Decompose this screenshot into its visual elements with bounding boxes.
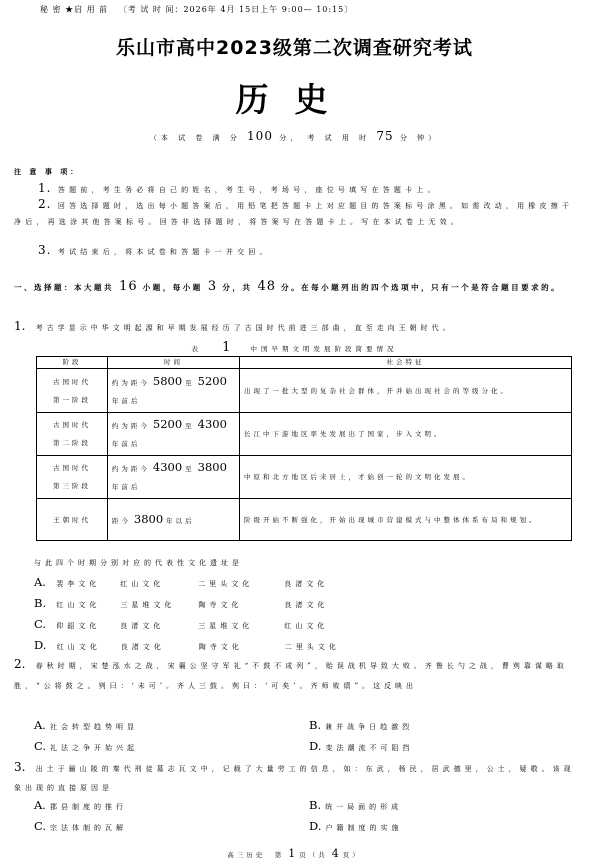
- full-score: 100: [247, 129, 273, 143]
- stage-text: 古国时代: [52, 421, 91, 429]
- option-d[interactable]: [309, 737, 574, 758]
- table-row: [37, 369, 572, 413]
- option-d[interactable]: [309, 817, 574, 838]
- time-text: 约为距今: [111, 465, 150, 473]
- points-each: 3: [207, 279, 218, 294]
- note-text: 答题前，考生务必将自己的姓名，考生号，考场号，座位号填写在答题卡上。: [57, 186, 439, 194]
- time-cell: [107, 456, 239, 499]
- option-item: 红山文化: [56, 601, 101, 609]
- exam-time-header: [40, 4, 353, 15]
- question-2-options: [34, 716, 574, 758]
- option-item: 良渚文化: [120, 622, 165, 630]
- time-text: 年前后: [111, 396, 141, 405]
- section-text: 分，共: [222, 283, 253, 292]
- option-item: 三星堆文化: [198, 622, 254, 630]
- question-number: 3.: [14, 760, 26, 774]
- time-text: 年以后: [166, 516, 195, 525]
- question-3-stem: [14, 758, 580, 798]
- footer-text: 高三历史 第: [227, 851, 285, 859]
- stage-cell: [37, 499, 108, 541]
- option-item: 红山文化: [284, 622, 329, 630]
- exam-time: 〔考 试 时 间：2026年 4月 15日上午 9:00— 10:15〕: [118, 5, 354, 14]
- option-item: 红山文化: [56, 643, 101, 651]
- caption-text: 中国早期文明发展阶段简要情况: [250, 345, 398, 353]
- note-item: [14, 196, 576, 230]
- exam-duration: 75: [376, 129, 394, 143]
- option-b[interactable]: [309, 716, 574, 737]
- section-text: 小题，每小题: [142, 283, 203, 292]
- question-2-stem: [14, 654, 580, 696]
- feature-cell: 中原和北方地区后来居上，才始创一轮的文明化发展。: [240, 456, 572, 499]
- option-text: 宗法体制的瓦解: [50, 824, 128, 832]
- time-text: 至: [185, 378, 195, 387]
- time-cell: [107, 369, 239, 413]
- option-letter: A.: [34, 798, 46, 812]
- score-note: [0, 129, 589, 143]
- subject-title: 历史: [235, 80, 354, 119]
- year-value: 4300: [152, 460, 183, 474]
- question-number: 1.: [14, 319, 26, 333]
- note-number: 3.: [38, 243, 52, 257]
- option-c[interactable]: [34, 737, 309, 758]
- time-text: 年前后: [111, 483, 141, 491]
- question-text: 出土于骊山陵的秦代刑徒墓志瓦文中，记载了大量劳工的信息，如：东武，杨民，居武德里，公士，疑敬。该现象出现的直接原因是: [14, 765, 575, 792]
- option-letter: A.: [34, 718, 46, 732]
- option-c[interactable]: [34, 817, 309, 838]
- option-letter: D.: [34, 638, 47, 652]
- notes-title: 注 意 事 项：: [14, 168, 81, 176]
- year-value: 5800: [152, 373, 183, 388]
- year-value: 5200: [152, 417, 183, 431]
- score-note-post: 分 钟）: [399, 134, 440, 142]
- option-letter: C.: [34, 739, 47, 753]
- table-row: [37, 413, 572, 456]
- option-b[interactable]: [34, 594, 574, 615]
- question-number: 2.: [14, 657, 26, 671]
- option-letter: B.: [309, 718, 322, 732]
- question-1-options: [34, 573, 574, 657]
- note-text: 考试结束后，将本试卷和答题卡一并交回。: [57, 248, 271, 256]
- footer-text: 页）: [342, 851, 362, 859]
- option-letter: B.: [309, 798, 322, 812]
- column-header: 时间: [107, 357, 239, 369]
- option-item: 二里头文化: [198, 580, 254, 588]
- year-value: 4300: [197, 417, 227, 431]
- question-1-stem: [14, 317, 580, 338]
- time-text: 距今: [111, 516, 131, 525]
- time-text: 至: [185, 422, 195, 430]
- time-cell: [107, 499, 239, 541]
- option-item: 良渚文化: [284, 580, 329, 588]
- stage-cell: [37, 456, 108, 499]
- option-letter: C.: [34, 617, 47, 631]
- question-text: 春秋时期，宋楚泓水之战，宋襄公坚守军礼“不鼓不成列”，贻误战机导致大败。齐鲁长勺之战，曹刿靠谋略取胜，“公将鼓之。刿曰：‘未可’。齐人三鼓。刿曰：‘可矣’。齐师败绩”。这反映出: [14, 662, 568, 690]
- option-text: 社会转型趋势明显: [49, 723, 138, 731]
- option-letter: C.: [34, 819, 47, 833]
- section-text: 一、选择题：本大题共: [14, 283, 114, 292]
- option-a[interactable]: [34, 716, 309, 737]
- table-header-row: [37, 357, 572, 369]
- table-caption: [0, 340, 589, 355]
- page-number: 1: [288, 847, 296, 860]
- option-text: 统一局面的形成: [325, 803, 403, 811]
- points-total: 48: [257, 279, 276, 294]
- stage-cell: [37, 369, 108, 413]
- note-number: 2.: [38, 197, 52, 211]
- score-note-pre: （本 试 卷 满 分: [149, 134, 241, 142]
- option-text: 郡县制度的推行: [49, 803, 127, 811]
- note-text: 回答选择题时，选出每小题答案后，用铅笔把答题卡上对应题目的答案标号涂黑。如需改动，用橡皮擦干净后，再选涂其他答案标号。回答非选择题时，将答案写在答题卡上。写在本试卷上无效。: [14, 202, 574, 226]
- year-value: 3800: [133, 511, 164, 526]
- option-item: 红山文化: [120, 580, 165, 588]
- stage-text: 古国时代: [52, 377, 91, 386]
- column-header: 社会特征: [240, 357, 572, 369]
- civilization-table: [36, 356, 572, 541]
- section-heading: [14, 276, 579, 298]
- score-note-mid: 分， 考 试 用 时: [279, 134, 371, 142]
- option-item: 良渚文化: [284, 601, 329, 609]
- option-b[interactable]: [309, 796, 574, 817]
- table-row: [37, 456, 572, 499]
- time-text: 年前后: [111, 440, 141, 448]
- feature-cell: 长江中下游地区率先发展出了国家，步入文明。: [240, 413, 572, 456]
- page-total: 4: [331, 847, 339, 860]
- option-a[interactable]: [34, 573, 574, 594]
- caption-label: 表: [191, 345, 203, 353]
- stage-cell: [37, 413, 108, 456]
- stage-text: 王朝时代: [52, 515, 91, 524]
- option-item: 二里头文化: [284, 643, 340, 651]
- option-letter: D.: [309, 739, 322, 753]
- option-c[interactable]: [34, 615, 574, 636]
- note-number: 1.: [38, 181, 52, 195]
- option-item: 三星堆文化: [120, 601, 176, 609]
- table-row: [37, 499, 572, 541]
- question-3-options: [34, 796, 574, 838]
- option-text: 兼并战争日趋激烈: [325, 723, 414, 731]
- question-text: 考古学显示中华文明起源和早期发展经历了古国时代前进三部曲，直至走向王朝时代。: [35, 324, 454, 332]
- option-item: 陶寺文化: [198, 601, 243, 609]
- time-cell: [107, 413, 239, 456]
- option-text: 礼法之争开始兴起: [50, 744, 139, 752]
- note-item: [14, 242, 576, 260]
- option-a[interactable]: [34, 796, 309, 817]
- time-text: 约为距今: [111, 378, 150, 387]
- question-count: 16: [119, 279, 138, 294]
- option-item: 仰韶文化: [56, 622, 101, 630]
- year-value: 3800: [197, 460, 227, 474]
- option-letter: A.: [34, 575, 46, 589]
- year-value: 5200: [197, 373, 227, 388]
- option-text: 变法潮流不可阻挡: [325, 744, 414, 752]
- secret-label: 秘 密 ★启 用 前: [40, 5, 109, 14]
- option-text: 户籍制度的实施: [325, 824, 403, 832]
- feature-cell: 出现了一批大型的复杂社会群体，开并始出现社会的等级分化。: [240, 369, 572, 413]
- question-1-prompt: 与此四个时期分别对应的代表性文化遗址是: [34, 559, 243, 567]
- stage-text: 第二阶段: [52, 439, 91, 447]
- time-text: 至: [185, 465, 195, 473]
- section-text: 分。在每小题列出的四个选项中，只有一个是符合题目要求的。: [281, 283, 562, 292]
- page-footer: [0, 847, 589, 860]
- option-item: 裴李文化: [56, 580, 101, 588]
- time-text: 约为距今: [111, 422, 150, 430]
- footer-text: 页（共: [299, 851, 328, 859]
- option-item: 良渚文化: [120, 643, 165, 651]
- option-letter: D.: [309, 819, 322, 833]
- exam-title: 乐山市高中2023级第二次调查研究考试: [116, 37, 473, 59]
- option-item: 陶寺文化: [198, 643, 243, 651]
- stage-text: 古国时代: [52, 464, 91, 472]
- option-letter: B.: [34, 596, 47, 610]
- column-header: 阶段: [37, 357, 108, 369]
- stage-text: 第三阶段: [52, 482, 91, 490]
- stage-text: 第一阶段: [52, 395, 91, 404]
- feature-cell: 阶级开始不断强化，开始出现城市营建模式与中整体体系布局和规划。: [240, 499, 572, 541]
- caption-number: 1: [222, 340, 231, 355]
